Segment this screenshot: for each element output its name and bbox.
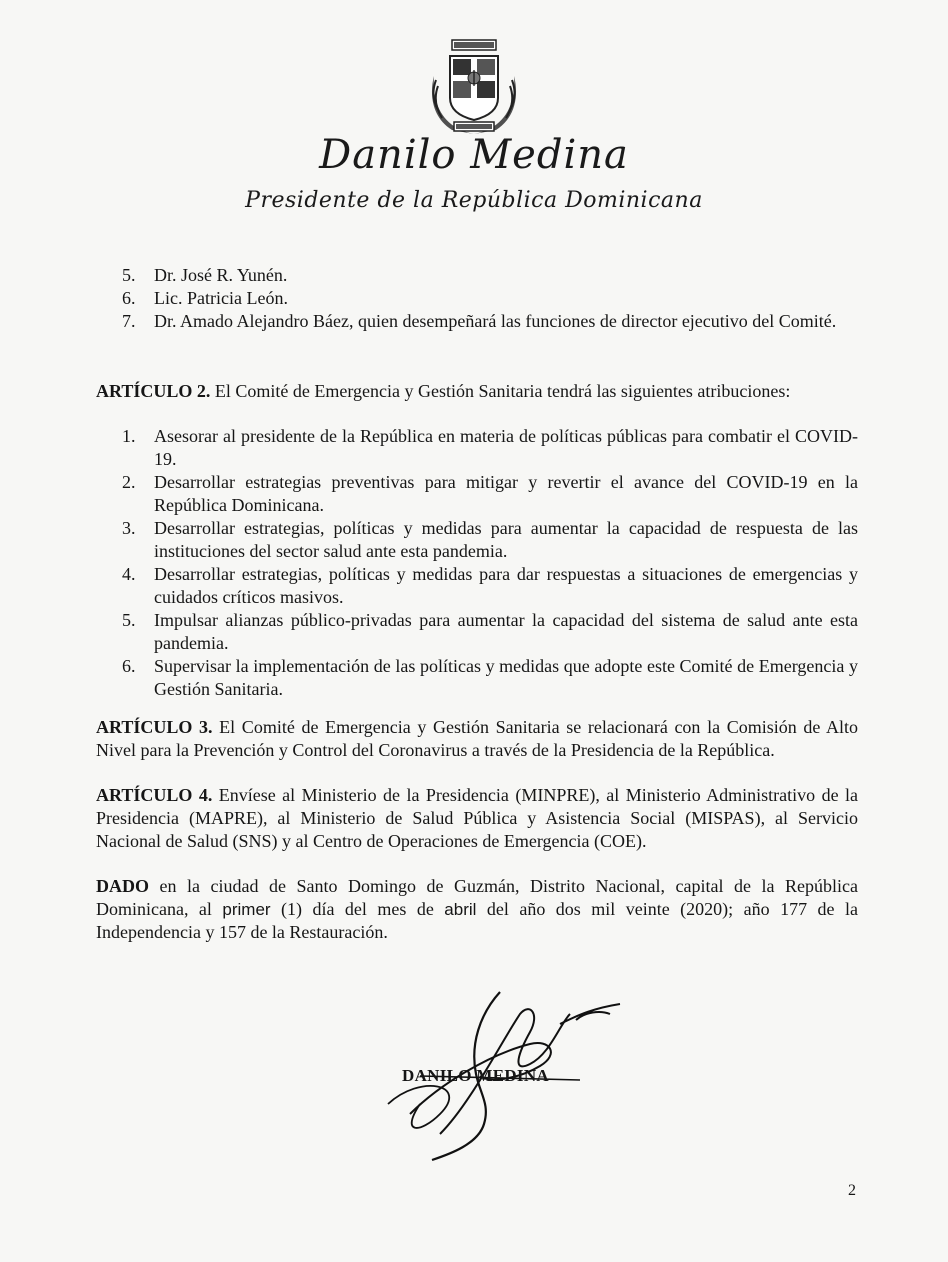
list-item: 6. Lic. Patricia León. [122, 288, 288, 308]
header-title: Presidente de la República Dominicana [245, 188, 703, 213]
list-item: 1. Asesorar al presidente de la República en materia de políticas públicas para combatir el COVID-19. [122, 426, 858, 469]
article-2-list [122, 425, 858, 701]
signature-name: DANILO MEDINA [402, 1066, 549, 1085]
dado-paragraph: DADO en la ciudad de Santo Domingo de Guzmán, Distrito Nacional, capital de la República Dominicana, al primer (1) día del mes de abril del año dos mil veinte (2020); año 177 de la Independencia y 157 de la Restauración. [96, 876, 858, 942]
list-item: 2. Desarrollar estrategias preventivas para mitigar y revertir el avance del COVID-19 en la República Dominicana. [122, 472, 858, 515]
list-item: 7. Dr. Amado Alejandro Báez, quien desempeñará las funciones de director ejecutivo del Comité. [122, 311, 837, 331]
article-2-text: El Comité de Emergencia y Gestión Sanitaria tendrá las siguientes atribuciones: [210, 381, 791, 401]
list-item: 3. Desarrollar estrategias, políticas y medidas para aumentar la capacidad de respuesta de las instituciones del sector salud ante esta pandemia. [122, 518, 858, 561]
dado-primer: primer [222, 900, 271, 919]
dado-abril: abril [444, 900, 477, 919]
list-item: 5. Impulsar alianzas público-privadas para aumentar la capacidad del sistema de salud ante esta pandemia. [122, 610, 858, 653]
article-4-text: Envíese al Ministerio de la Presidencia (MINPRE), al Ministerio Administrativo de la Presidencia (MAPRE), al Ministerio de Salud Pública y Asistencia Social (MISPAS), al Servicio Nacional de Salud (SNS) y al Centro de Operaciones de Emergencia (COE). [96, 785, 858, 851]
article-3-paragraph [96, 716, 858, 762]
members-list [122, 264, 858, 333]
list-item: 5. Dr. José R. Yunén. [122, 265, 288, 285]
article-4-paragraph [96, 784, 858, 853]
list-item: 6. Supervisar la implementación de las políticas y medidas que adopte este Comité de Emergencia y Gestión Sanitaria. [122, 656, 858, 699]
article-3-text: El Comité de Emergencia y Gestión Sanitaria se relacionará con la Comisión de Alto Nivel para la Prevención y Control del Coronavirus a través de la Presidencia de la República. [96, 717, 858, 760]
header-name: Danilo Medina [319, 132, 629, 178]
dado-label: DADO [96, 876, 149, 896]
dominican-coat-of-arms-icon [424, 36, 524, 140]
article-4-label: ARTÍCULO 4. [96, 785, 213, 805]
page-number: 2 [848, 1182, 856, 1199]
list-item: 4. Desarrollar estrategias, políticas y medidas para dar respuestas a situaciones de emergencias y cuidados críticos masivos. [122, 564, 858, 607]
article-2-label: ARTÍCULO 2. [96, 381, 211, 401]
article-2-paragraph [96, 380, 858, 403]
article-3-label: ARTÍCULO 3. [96, 717, 213, 737]
